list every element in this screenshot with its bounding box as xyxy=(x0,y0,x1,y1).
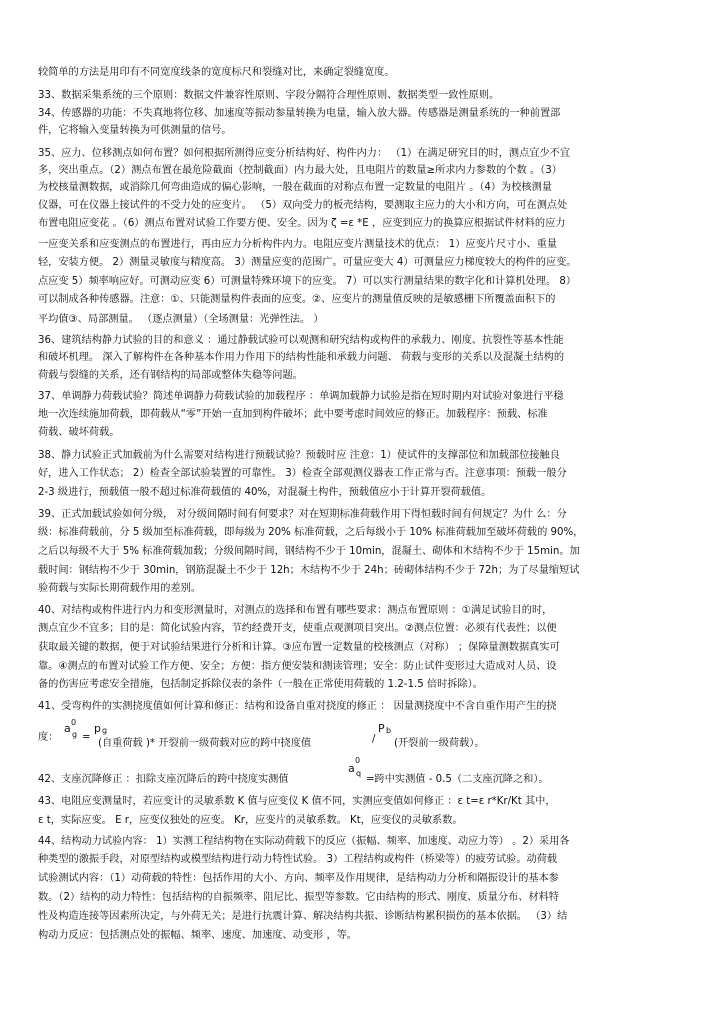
eq41-prefix: 度： xyxy=(38,732,59,743)
text-line: 2-3 级进行，预载值一般不超过标准荷载值的 40%，对混凝土构件，预载值应小于计算开裂荷载值。 xyxy=(38,487,492,498)
eq41-middle: (自重荷载 )* 开裂前一级荷载对应的跨中挠度值 xyxy=(98,738,312,749)
text-line: 种类型的激振手段，对原型结构或模型结构进行动力特性试验。 3）工程结构或构件（桥梁等）的疲劳试验。动荷载 xyxy=(38,854,558,865)
eq41-p: p xyxy=(94,722,101,735)
eq42-a-sup: 0 xyxy=(355,756,361,765)
text-line: 仪器，可在仪器上接试件的不受力处的应变片。 （5）双向受力的板壳结构，要测取主应力的大小和方向，可在测点处 xyxy=(38,200,568,211)
equation-42 xyxy=(38,756,690,786)
text-line: 和破坏机理。 深入了解构件在各种基本作用力作用下的结构性能和承载力问题、 荷载与变形的关系以及混凝土结构的 xyxy=(38,352,565,363)
text-line: 测点宜少不宜多；目的是：简化试验内容，节约经费开支，使重点观测项目突出。②测点位置：必须有代表性；以便 xyxy=(38,623,557,634)
text-line: 点应变 5）频率响应好。可测动应变 6）可测量特殊环境下的应变。 7）可以实行测量结果的数字化和计算机处理。 8） xyxy=(38,276,577,287)
text-line: 可以制成各种传感器。注意：①、只能测量构件表面的应变。②、应变片的测量值反映的是敏感栅下所覆盖面积下的 xyxy=(38,294,556,305)
text-line: 性及构造连接等因素所决定，与外荷无关；是进行抗震计算、解决结构共振、诊断结构累积损伤的基本依据。 （3）结 xyxy=(38,911,568,922)
eq41-tail: (开裂前一级荷载）。 xyxy=(394,738,485,749)
text-line: 靠。④测点的布置对试验工作方便、安全；方便：指方便安装和测读管理；安全：防止试件变形过大造成对人员、设 xyxy=(38,661,557,672)
text-line: 获取最关键的数据，便于对试验结果进行分析和计算。③应布置一定数量的校核测点（对称） ；保障量测数据真实可 xyxy=(38,642,560,653)
eq41-equals: = xyxy=(82,732,91,743)
eq41-p-sub: g xyxy=(102,726,108,735)
eq41-p2: P xyxy=(378,722,385,735)
text-line: 一应变关系和应变测点的布置进行，再由应力分析构件内力。电阻应变片测量技术的优点： 1）应变片尺寸小、重量 xyxy=(38,239,558,250)
text-line: 构动力反应：包括测点处的振幅、频率、速度、加速度、动变形 ，等。 xyxy=(38,930,358,941)
text-line: ε t，实际应变。 Ε r，应变仪独处的应变。 Kr，应变片的灵敏系数。 Kt，应变仪的灵敏系数。 xyxy=(38,815,463,826)
text-line: 较简单的方法是用印有不同宽度线条的宽度标尺和裂缝对比，来确定裂缝宽度。 xyxy=(38,67,395,78)
text-line: 多，突出重点。（2）测点布置在最危险截面（控制截面）内力最大处，且电阻片的数量≥所求内力参数的个数 。（3） xyxy=(38,165,562,176)
eq42-prefix: 42、支座沉降修正 ：扣除支座沉降后的跨中挠度实测值 xyxy=(38,774,289,785)
text-line: 数。（2）结构的动力特性：包括结构的自振频率、阻尼比、振型等参数。它由结构的形式、刚度、质量分布、材料特 xyxy=(38,892,559,903)
text-line: 33、数据采集系统的三个原则：数据文件兼容性原则、字段分隔符合理性原则、数据类型一致性原则。 xyxy=(38,90,500,101)
text-line: 35、应力、位移测点如何布置？如何根据所测得应变分析结构好、构件内力： （1）在满足研究目的时，测点宜少不宜 xyxy=(38,148,571,159)
eq41-p2-sub: b xyxy=(386,726,392,735)
text-line: 荷载与裂缝的关系，还有钢结构的局部或整体失稳等问题。 xyxy=(38,370,303,381)
text-line: 好，进入工作状态； 2）检查全部试验装置的可靠性。 3）检查全部观测仪器表工作正常与否。注意事项：预载一般分 xyxy=(38,468,567,479)
eq41-a-sub: g xyxy=(72,730,78,739)
text-line: 平均值③、局部测量。 （逐点测量）（全场测量：光弹性法。 ） xyxy=(38,314,324,325)
equation-41 xyxy=(38,718,690,749)
text-line: 36、建筑结构静力试验的目的和意义 ：通过静载试验可以观测和研究结构或构件的承载力、刚度、抗裂性等基本性能 xyxy=(38,335,564,346)
text-line: 41、受弯构件的实测挠度值如何计算和修正：结构和设备自重对挠度的修正 ： 因量测挠度中不含自重作用产生的挠 xyxy=(38,701,557,712)
text-line: 地一次连续施加荷载，即荷载从“零”开始一直加到构件破坏；此中要考虑时间效应的修正。加载程序：预载、标准 xyxy=(38,409,548,420)
text-line: 34、传感器的功能：不失真地将位移、加速度等振动参量转换为电量，输入放大器。传感器是测量系统的一种前置部 xyxy=(38,108,561,119)
text-line: 级：标准荷载前，分 5 级加至标准荷载，即每级为 20% 标准荷载，之后每级小于 10% 标准荷载加至破坏荷载的 90%， xyxy=(38,527,584,538)
text-line: 39、正式加载试验如何分级， 对分级间隔时间有何要求？对在短期标准荷载作用下得恒载时间有何规定？为什 么：分 xyxy=(38,509,567,520)
text-line: 备的伤害应考虑安全措施，包括制定拆除仪表的条件（一般在正常使用荷载的 1.2-1.5 倍时拆除）。 xyxy=(38,679,483,690)
eq41-a: a xyxy=(64,722,71,735)
text-line: 40、对结构或构件进行内力和变形测量时，对测点的选择和布置有哪些要求：测点布置原则 ：①满足试验目的时， xyxy=(38,605,553,616)
text-line: 轻，安装方便。 2）测量灵敏度与精度高。 3）测量应变的范围广。可量应变大 4）可测量应力梯度较大的构件的应变。 xyxy=(38,257,577,268)
eq41-a-sup: 0 xyxy=(71,718,77,727)
eq42-tail: =跨中实测值 - 0.5（二支座沉降之和）。 xyxy=(366,774,549,785)
eq42-a-sub: q xyxy=(356,769,362,778)
text-line: 为校核量测数据，或消除几何弯曲造成的偏心影响，一般在截面的对称点布置一定数量的电阻片 。（4）为校核测量 xyxy=(38,182,552,193)
text-line: 验荷载与实际长期荷载作用的差别。 xyxy=(38,583,201,594)
text-line: 38、静力试验正式加载前为什么需要对结构进行预载试验？预载时应 注意：1）使试件的支撑部位和加载部位接触良 xyxy=(38,450,560,461)
eq42-a: a xyxy=(348,762,355,775)
text-line: 43、电阻应变测量时，若应变计的灵敏系数 K 值与应变仪 K 值不同，实测应变值如何修正 ：ε t=ε r*Kr/Kt 其中， xyxy=(38,796,556,807)
eq41-slash: / xyxy=(372,734,376,745)
text-line: 44、结构动力试验内容： 1）实测工程结构物在实际动荷载下的反应（振幅、频率、加速度、动应力等） 。2）采用各 xyxy=(38,836,570,847)
text-line: 件，它将输入变量转换为可供测量的信号。 xyxy=(38,125,232,136)
text-line: 布置电阻应变花 。（6）测点布置对试验工作要方便、安全。因为 ζ =ε *E ，应变到应力的换算应根据试件材料的应力 xyxy=(38,218,566,229)
text-line: 试验测试内容：（1）动荷载的特性：包括作用的大小、方向、频率及作用规律，是结构动力分析和隔振设计的基本参 xyxy=(38,873,559,884)
text-line: 载时间：钢结构不少于 30min，钢筋混凝土不少于 12h；木结构不少于 24h；砖砌体结构不少于 72h；为了尽量缩短试 xyxy=(38,565,580,576)
text-line: 荷载、破坏荷载。 xyxy=(38,427,120,438)
text-line: 之后以每级不大于 5% 标准荷载加载；分级间隔时间，钢结构不少于 10min，混凝土、砌体和木结构不少于 15min。加 xyxy=(38,546,580,557)
text-line: 37、单调静力荷载试验？简述单调静力荷载试验的加载程序 ：单调加载静力试验是指在短时期内对试验对象进行平稳 xyxy=(38,391,564,402)
